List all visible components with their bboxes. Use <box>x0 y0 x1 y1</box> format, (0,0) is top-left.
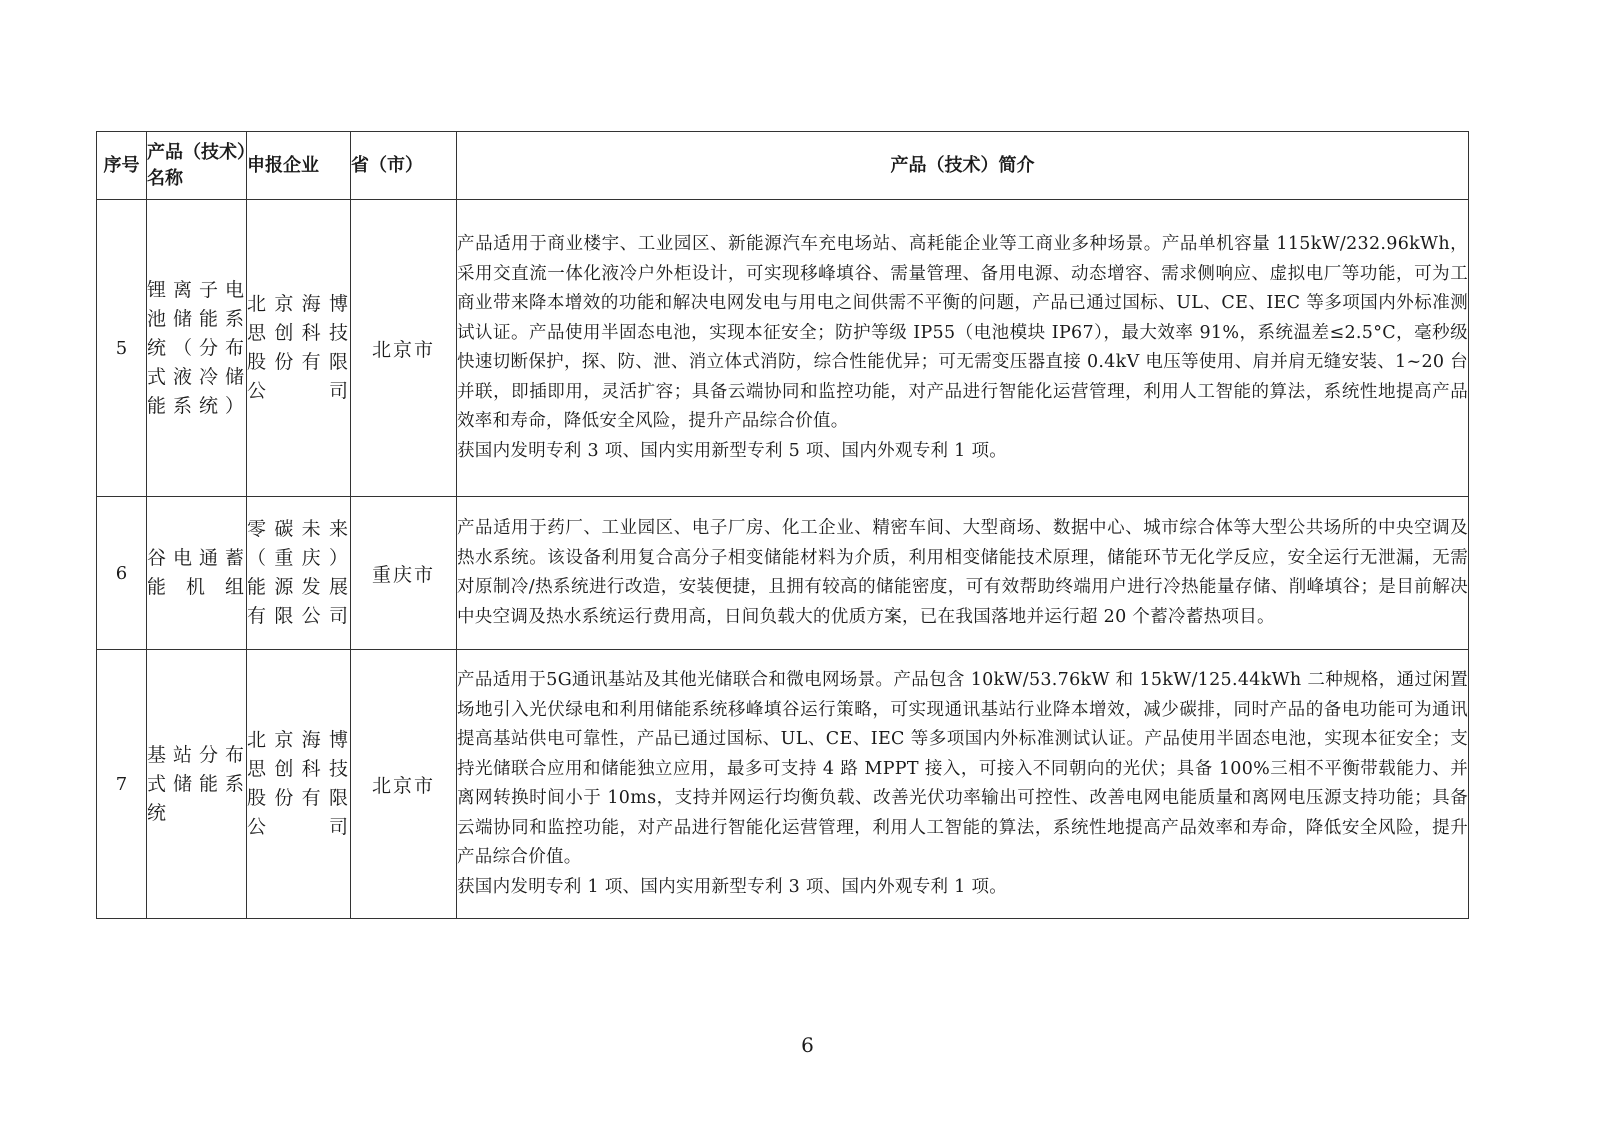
row-seq: 7 <box>97 650 147 919</box>
row-enterprise: 北京海博思创科技股份有限公司 <box>247 200 351 497</box>
row-enterprise: 北京海博思创科技股份有限公司 <box>247 650 351 919</box>
row-province: 北京市 <box>351 200 457 497</box>
row-description: 产品适用于商业楼宇、工业园区、新能源汽车充电场站、高耗能企业等工商业多种场景。产品单机容量 115kW/232.96kWh，采用交直流一体化液冷户外柜设计，可实现移峰填谷、需量管理、备用电源、动态增容、需求侧响应、虚拟电厂等功能，可为工商业带来降本增效的功能和解决电网发电与用电之间供需不平衡的问题，产品已通过国标、UL、CE、IEC 等多项国内外标准测试认证。产品使用半固态电池，实现本征安全；防护等级 IP55（电池模块 IP67），最大效率 91%，系统温差≤2.5°C，毫秒级快速切断保护，探、防、泄、消立体式消防，综合性能优异；可无需变压器直接 0.4kV 电压等使用、肩并肩无缝安装、1~20 台并联，即插即用，灵活扩容；具备云端协同和监控功能，对产品进行智能化运营管理，利用人工智能的算法，系统性地提高产品效率和寿命，降低安全风险，提升产品综合价值。 <box>457 234 1468 431</box>
row-product-name: 谷电通蓄能机组 <box>147 497 247 650</box>
row-province: 北京市 <box>351 650 457 919</box>
header-province: 省（市） <box>351 132 457 200</box>
header-seq: 序号 <box>97 132 147 200</box>
row-seq: 5 <box>97 200 147 497</box>
product-table <box>96 131 1469 919</box>
table-row <box>97 497 1469 650</box>
row-product-name: 基站分布式储能系统 <box>147 650 247 919</box>
row-enterprise: 零碳未来（重庆）能源发展有限公司 <box>247 497 351 650</box>
row-patents: 获国内发明专利 1 项、国内实用新型专利 3 项、国内外观专利 1 项。 <box>457 876 1008 897</box>
row-province: 重庆市 <box>351 497 457 650</box>
row-description: 产品适用于5G通讯基站及其他光储联合和微电网场景。产品包含 10kW/53.76kW 和 15kW/125.44kWh 二种规格，通过闲置场地引入光伏绿电和利用储能系统移峰填谷运行策略，可实现通讯基站行业降本增效，减少碳排，同时产品的备电功能可为通讯提高基站供电可靠性，产品已通过国标、UL、CE、IEC 等多项国内外标准测试认证。产品使用半固态电池，实现本征安全；支持光储联合应用和储能独立应用，最多可支持 4 路 MPPT 接入，可接入不同朝向的光伏；具备 100%三相不平衡带载能力、并离网转换时间小于 10ms，支持并网运行均衡负载、改善光伏功率输出可控性、改善电网电能质量和离网电压源支持功能；具备云端协同和监控功能，对产品进行智能化运营管理，利用人工智能的算法，系统性地提高产品效率和寿命，降低安全风险，提升产品综合价值。 <box>457 670 1468 867</box>
header-description: 产品（技术）简介 <box>457 132 1469 200</box>
table-row <box>97 650 1469 919</box>
row-patents: 获国内发明专利 3 项、国内实用新型专利 5 项、国内外观专利 1 项。 <box>457 440 1008 461</box>
table-row <box>97 200 1469 497</box>
table-header-row <box>97 132 1469 200</box>
row-description-cell <box>457 200 1469 497</box>
row-seq: 6 <box>97 497 147 650</box>
header-product-name: 产品（技术）名称 <box>147 132 247 200</box>
row-description-cell <box>457 497 1469 650</box>
row-description-cell <box>457 650 1469 919</box>
row-product-name: 锂离子电池储能系统（分布式液冷储能系统） <box>147 200 247 497</box>
row-description: 产品适用于药厂、工业园区、电子厂房、化工企业、精密车间、大型商场、数据中心、城市综合体等大型公共场所的中央空调及热水系统。该设备利用复合高分子相变储能材料为介质，利用相变储能技术原理，储能环节无化学反应，安全运行无泄漏，无需对原制冷/热系统进行改造，安装便捷，且拥有较高的储能密度，可有效帮助终端用户进行冷热能量存储、削峰填谷；是目前解决中央空调及热水系统运行费用高，日间负载大的优质方案，已在我国落地并运行超 20 个蓄冷蓄热项目。 <box>457 518 1468 627</box>
header-enterprise: 申报企业 <box>247 132 351 200</box>
page-number: 6 <box>801 1033 814 1057</box>
